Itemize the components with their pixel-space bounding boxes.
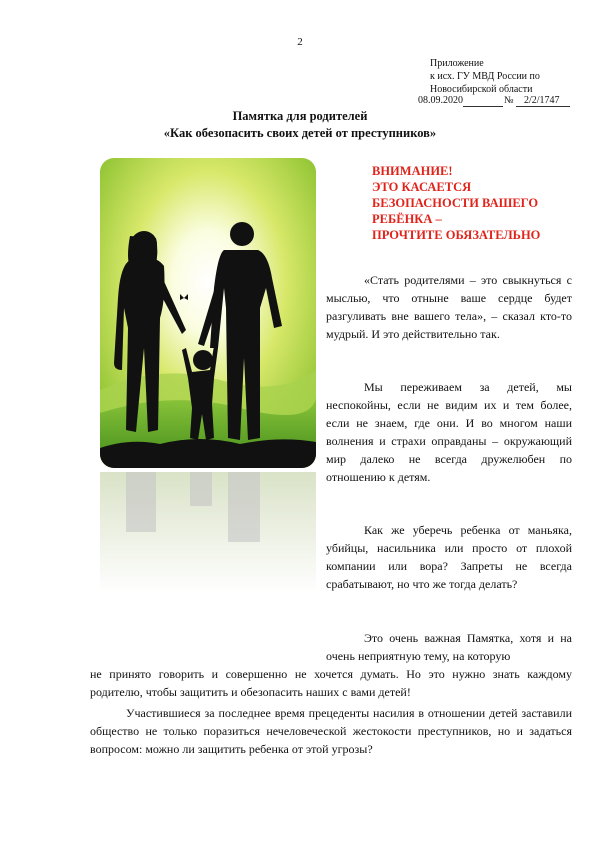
registration-number: 2/2/1747	[524, 95, 560, 106]
paragraph-quote	[326, 271, 572, 343]
page-number: 2	[297, 36, 303, 48]
annex-line-1: Приложение	[430, 58, 484, 69]
paragraph-3-text: Как же уберечь ребенка от маньяка, убийцы, насильника или просто от плохой компании или вора? Запреты не всегда срабатывают, но что же тогда делать?	[326, 523, 572, 591]
document-title	[0, 108, 600, 142]
warning-line-3: БЕЗОПАСНОСТИ ВАШЕГО	[372, 196, 539, 210]
warning-line-5: ПРОЧТИТЕ ОБЯЗАТЕЛЬНО	[372, 228, 541, 242]
date-underline	[463, 106, 503, 107]
title-line-2: «Как обезопасить своих детей от преступников»	[163, 126, 437, 140]
number-sign: №	[504, 95, 514, 106]
image-reflection	[100, 472, 316, 592]
family-silhouette-image	[100, 158, 316, 468]
number-underline	[516, 106, 570, 107]
warning-line-2: ЭТО КАСАЕТСЯ	[372, 180, 472, 194]
paragraph-worry	[326, 378, 572, 486]
paragraph-question	[326, 521, 572, 593]
paragraph-4-start-text: Это очень важная Памятка, хотя и на очень неприятную тему, на которую	[326, 631, 572, 663]
warning-line-4: РЕБЁНКА –	[372, 212, 442, 226]
paragraph-1-text: «Стать родителями – это свыкнуться с мыслью, что отныне ваше сердце будет разгуливать вне вашего тела», – сказал кто-то мудрый. И это действительно так.	[326, 273, 572, 341]
paragraph-5-text: Участившиеся за последнее время прецеденты насилия в отношении детей заставили общество не только поразиться нечеловеческой жестокости преступников, но и задаться вопросом: можно ли защитить ребенка от этой угрозы?	[90, 706, 572, 756]
warning-line-1: ВНИМАНИЕ!	[372, 164, 453, 178]
family-silhouette-illustration	[100, 158, 316, 468]
paragraph-memo-rest: не принято говорить и совершенно не хочется думать. Но это нужно знать каждому родителю, чтобы защитить и обезопасить наших с вами детей!	[90, 667, 572, 699]
annex-line-2: к исх. ГУ МВД России по	[430, 71, 540, 82]
annex-date: 08.09.2020	[418, 95, 463, 106]
paragraph-2-text: Мы переживаем за детей, мы неспокойны, если не видим их и тем более, если не знаем, где они. И во многом наши волнения и страхи оправданы – окружающий мир далеко не всегда дружелюбен по отношению к детям.	[326, 380, 572, 484]
warning-block	[372, 163, 592, 243]
reflection-graphic	[100, 472, 316, 592]
title-line-1: Памятка для родителей	[232, 109, 368, 123]
annex-header	[430, 57, 590, 96]
annex-line-3: Новосибирской области	[430, 84, 533, 95]
paragraph-precedents	[90, 704, 572, 758]
paragraph-memo-start	[326, 629, 572, 665]
